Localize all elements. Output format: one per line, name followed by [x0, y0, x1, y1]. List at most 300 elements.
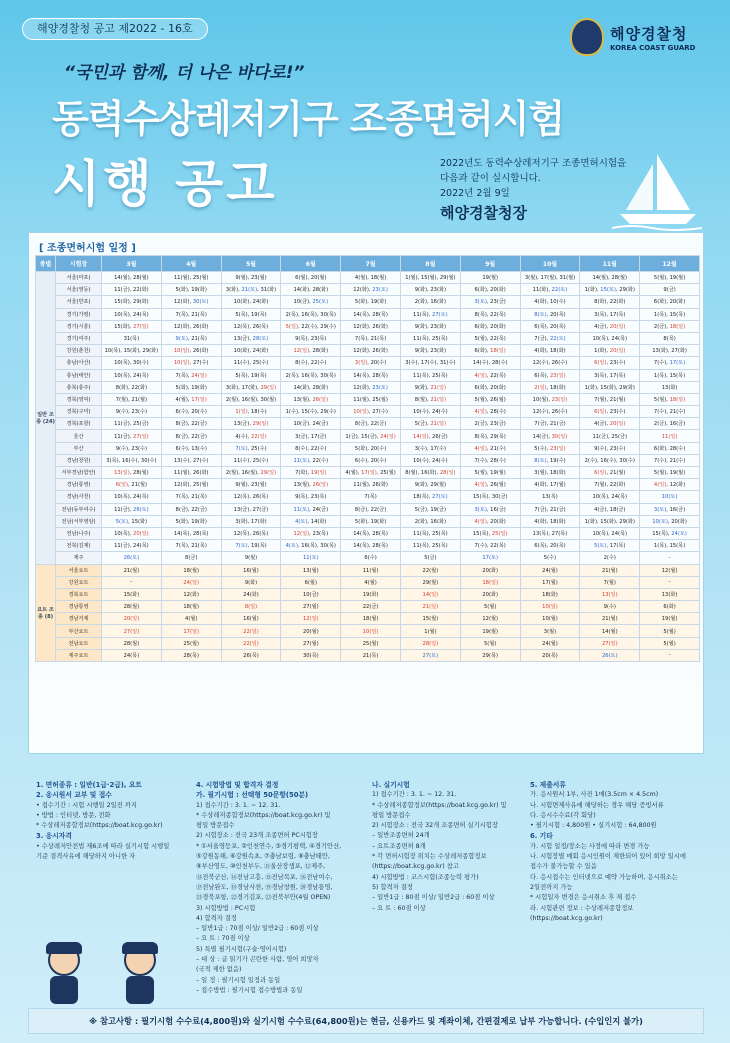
date-cell: 9(수), 23(수): [580, 442, 640, 454]
date-cell: 6(일), 23(수): [580, 406, 640, 418]
date-cell: 8(금), 22(금): [341, 418, 401, 430]
date-cell: 15(화), 29(화): [102, 296, 162, 308]
date-cell: 7(목), 21(목): [341, 332, 401, 344]
date-cell: 11(목), 25(목): [400, 369, 460, 381]
date-cell: 19(월): [460, 625, 520, 637]
date-cell: 12(월): [460, 613, 520, 625]
date-cell: 5(목), 19(목): [221, 369, 281, 381]
date-cell: 18(일): [460, 576, 520, 588]
date-cell: 4(월), 17(일): [161, 393, 221, 405]
date-cell: 27(일): [102, 625, 162, 637]
date-cell: 11(목), 25(목): [400, 540, 460, 552]
date-cell: 11(목), 27(토): [400, 308, 460, 320]
date-cell: 4(일), 12(화): [640, 479, 700, 491]
date-cell: 21(월): [580, 613, 640, 625]
site-cell: 서울(영등): [56, 284, 102, 296]
date-cell: 10(수), 24(수): [400, 454, 460, 466]
info-line: 나. 시험면제사유에 해당하는 경우 해당 증빙서류: [530, 801, 664, 809]
date-cell: 1(화), 15(화), 29(화): [580, 381, 640, 393]
table-row: [36, 479, 700, 491]
date-cell: 4(월): [341, 576, 401, 588]
date-cell: 10(목), 24(목): [102, 369, 162, 381]
date-cell: 8(화), 22(화): [580, 296, 640, 308]
mascot-icon: [114, 944, 166, 1004]
date-cell: 24(일): [161, 576, 221, 588]
info-line: • 접수기간 : 시험 시행일 2일전 까지: [36, 801, 137, 809]
date-cell: 26(토): [102, 552, 162, 564]
site-cell: 경남거제: [56, 613, 102, 625]
date-cell: 11(금), 26(토): [102, 503, 162, 515]
date-cell: 8(금), 22(금): [161, 503, 221, 515]
date-cell: 3(토), 16(금): [460, 503, 520, 515]
date-cell: 3(화), 17(화), 29(일): [221, 381, 281, 393]
date-cell: 9(월): [221, 552, 281, 564]
date-cell: 6(수), 20(수): [161, 406, 221, 418]
date-cell: 2(금), 18(일): [640, 320, 700, 332]
site-cell: 부산: [56, 442, 102, 454]
site-cell: 울산: [56, 430, 102, 442]
info-line: – 요 트 : 70점 이상: [196, 935, 250, 943]
info-line: 5) 특별 필기시험(구술·영어시험): [196, 945, 287, 953]
info-line: 나. 실기시험: [372, 781, 410, 789]
date-cell: 1(월): [400, 625, 460, 637]
date-cell: 1(월), 15(월), 29(월): [400, 272, 460, 284]
logo-english: KOREA COAST GUARD: [610, 43, 696, 52]
date-cell: 29(월): [400, 576, 460, 588]
date-cell: -: [640, 552, 700, 564]
intro-line: 다음과 같이 실시합니다.: [440, 173, 541, 184]
info-line: 1) 접수기간 : 3. 1. ~ 12. 31.: [372, 791, 457, 799]
date-cell: -: [640, 649, 700, 661]
schedule-table: [35, 255, 700, 662]
date-cell: 3(화), 21(토), 31(화): [221, 284, 281, 296]
date-cell: 9(목), 23(목): [281, 332, 341, 344]
month-header: 6월: [281, 256, 341, 272]
table-row: [36, 308, 700, 320]
date-cell: 10(화), 24(화): [221, 296, 281, 308]
date-cell: 11(수), 25(수): [221, 357, 281, 369]
date-cell: 7(화), 19(일): [281, 467, 341, 479]
sailboat-icon: [612, 150, 702, 232]
info-line: 라. 시험관련 정보 : 수상레저종합정보: [530, 904, 634, 912]
date-cell: 7(월), 21(월): [580, 393, 640, 405]
info-line: • 필기시험 : 4,800원 • 실기시험 : 64,800원: [530, 822, 657, 830]
date-cell: 26(토): [580, 649, 640, 661]
date-cell: 12(화), 23(토): [341, 284, 401, 296]
date-cell: 11(월), 26(화): [161, 467, 221, 479]
info-line: (https://boat.kcg.go.kr) 참고: [372, 863, 459, 871]
date-cell: 1(일), 18(수): [221, 406, 281, 418]
date-cell: 26(목): [221, 649, 281, 661]
date-cell: 11(금), 25(금): [580, 430, 640, 442]
date-cell: 3(월), 18(화): [520, 467, 580, 479]
date-cell: 4(수), 22(일): [221, 430, 281, 442]
info-line: 접수가 불가능할 수 있음: [530, 863, 597, 871]
date-cell: 2(금), 16(금): [640, 418, 700, 430]
date-cell: 5(일), 22(수), 29(수): [281, 320, 341, 332]
site-cell: 서울(마포): [56, 272, 102, 284]
date-cell: 5(월), 19(월): [640, 272, 700, 284]
date-cell: 9(월), 23(월): [221, 479, 281, 491]
date-cell: 30(목): [281, 649, 341, 661]
info-line: ⑰전남완도, ⑱경남사천, ⑲경남창원, ⑳경남통영,: [196, 883, 333, 891]
date-cell: 7(수), 22(목): [460, 540, 520, 552]
table-row: [36, 625, 700, 637]
site-cell: 경남(창원): [56, 454, 102, 466]
col-site-header: 시험장: [56, 256, 102, 272]
date-cell: 15(화): [102, 588, 162, 600]
notice-number: 해양경찰청 공고 제2022 - 16호: [22, 18, 208, 40]
poster-header: [0, 0, 730, 232]
table-row: [36, 564, 700, 576]
police-emblem-icon: [570, 18, 604, 56]
info-line: ⑤강원동해, ⑥강원속초, ⑦충남보령, ⑧충남태안,: [196, 853, 330, 861]
date-cell: 14(화), 28(화): [281, 381, 341, 393]
date-cell: 4(금), 20(일): [580, 418, 640, 430]
date-cell: 2(목), 16(목), 30(목): [281, 369, 341, 381]
date-cell: 8(월), 21(일): [400, 393, 460, 405]
date-cell: 7(목), 21(목): [161, 540, 221, 552]
date-cell: 13(목), 27(목): [520, 527, 580, 539]
date-cell: 28(목): [161, 649, 221, 661]
info-col-4: [530, 780, 702, 924]
table-row: [36, 491, 700, 503]
date-cell: 15(목), 30(금): [460, 491, 520, 503]
month-header: 7월: [341, 256, 401, 272]
date-cell: 10(목), 24(목): [102, 308, 162, 320]
info-line: • 수상레저안전법 제6조에 따라 실기시험 시행일: [36, 842, 170, 850]
month-header: 8월: [400, 256, 460, 272]
table-row: [36, 296, 700, 308]
date-cell: 7(수), 21(수): [640, 406, 700, 418]
date-cell: 17(일): [161, 625, 221, 637]
date-cell: 13(화), 27(화): [640, 345, 700, 357]
intro-text: [440, 156, 626, 201]
date-cell: 8(수), 22(수): [281, 357, 341, 369]
date-cell: 10(일), 27(수): [161, 357, 221, 369]
info-line: 2. 응시원서 교부 및 접수: [36, 791, 112, 800]
site-cell: 경북요트: [56, 588, 102, 600]
date-cell: 4(월): [161, 613, 221, 625]
date-cell: 14(월), 28(월): [102, 272, 162, 284]
info-line: (https://boat.kcg.go.kr): [530, 914, 603, 922]
date-cell: 8(수), 22(수): [281, 442, 341, 454]
date-cell: 7(토), 19(목): [221, 540, 281, 552]
date-cell: 18(화): [520, 588, 580, 600]
month-header: 12월: [640, 256, 700, 272]
info-line: – 일반1급 : 70점 이상/ 일반2급 : 60점 이상: [196, 925, 319, 933]
site-cell: 충북(충주): [56, 381, 102, 393]
date-cell: 7(금), 21(금): [520, 418, 580, 430]
date-cell: 11(화), 22(토): [520, 284, 580, 296]
date-cell: 13(월): [281, 564, 341, 576]
date-cell: 20(화): [460, 564, 520, 576]
site-cell: 경남통영: [56, 601, 102, 613]
info-line: 기준 결격사유에 해당하지 아니한 자: [36, 853, 136, 861]
date-cell: 13(목): [520, 491, 580, 503]
site-cell: 서부경남(함안): [56, 467, 102, 479]
title-line-1: 동력수상레저기구 조종면허시험: [52, 97, 565, 141]
date-cell: 20(일): [102, 613, 162, 625]
info-line: 1. 면허종류 : 일반(1급·2급), 요트: [36, 781, 142, 789]
date-cell: 11(월), 26(화): [341, 479, 401, 491]
date-cell: 10(일), 27(수): [341, 406, 401, 418]
date-cell: 8(화), 22(화): [102, 381, 162, 393]
date-cell: 9(화), 23(화): [400, 284, 460, 296]
date-cell: 5(목), 19(목): [221, 308, 281, 320]
date-cell: 10(목), 24(목): [102, 491, 162, 503]
info-line: * 수상레저종합정보(https://boat.kcg.go.kr) 및: [196, 811, 331, 819]
date-cell: 24(월): [520, 564, 580, 576]
date-cell: 21(월): [580, 564, 640, 576]
date-cell: 8(목): [640, 332, 700, 344]
month-header: 4월: [161, 256, 221, 272]
info-line: – 일반1급 : 80점 이상/ 일반2급 : 60점 이상: [372, 894, 495, 902]
date-cell: 5(토), 17(목): [580, 540, 640, 552]
date-cell: 13(수), 27(수): [161, 454, 221, 466]
month-header: 3월: [102, 256, 162, 272]
date-cell: 9(화), 21(일): [400, 381, 460, 393]
date-cell: 24(월): [520, 637, 580, 649]
date-cell: 1(화), 15(토), 29(화): [580, 284, 640, 296]
date-cell: 14(일), 26(금): [400, 430, 460, 442]
date-cell: 1(수), 15(수), 29(수): [281, 406, 341, 418]
date-cell: 6(화), 20(화): [640, 296, 700, 308]
date-cell: 7(금), 22(토): [520, 332, 580, 344]
date-cell: 25(월): [341, 637, 401, 649]
date-cell: 9(수), 23(수): [102, 406, 162, 418]
date-cell: 10(일), 26(화): [161, 345, 221, 357]
date-cell: 9(화), 23(화): [400, 320, 460, 332]
table-row: [36, 515, 700, 527]
date-cell: 8(목), 29(목): [460, 430, 520, 442]
date-cell: 2(수): [580, 552, 640, 564]
date-cell: 12(목), 26(목): [221, 320, 281, 332]
date-cell: 14(수), 28(수): [460, 357, 520, 369]
date-cell: 19(월): [640, 613, 700, 625]
date-cell: 13(금), 28(토): [221, 332, 281, 344]
date-cell: 4(일), 22(목): [460, 369, 520, 381]
site-cell: 서울(반포): [56, 296, 102, 308]
date-cell: 4(화), 18(화): [520, 515, 580, 527]
month-header: 10월: [520, 256, 580, 272]
info-line: * 각 면허시험장 위치는 수상레저종합정보: [372, 853, 487, 861]
date-cell: 2(금), 23(금): [460, 418, 520, 430]
date-cell: 7(토), 25(수): [221, 442, 281, 454]
table-row: [36, 442, 700, 454]
date-cell: 14(목), 28(목): [341, 369, 401, 381]
site-cell: 전남(서부영암): [56, 515, 102, 527]
date-cell: 8(금), 22(금): [161, 418, 221, 430]
date-cell: 1(화), 20(일): [580, 345, 640, 357]
date-cell: 18(월): [161, 601, 221, 613]
site-cell: 경북(구미): [56, 406, 102, 418]
date-cell: 10(금), 24(금): [281, 418, 341, 430]
date-cell: 7(월): [580, 576, 640, 588]
date-cell: 5(월), 22(목): [460, 332, 520, 344]
date-cell: 4(일), 20(화): [460, 515, 520, 527]
date-cell: 3(화), 17(화): [221, 515, 281, 527]
month-header: 9월: [460, 256, 520, 272]
notice-date: 2022년 2월 9일: [440, 188, 510, 199]
date-cell: 9(수): [580, 601, 640, 613]
date-cell: 20(목): [520, 649, 580, 661]
date-cell: 7(목), 21(목): [161, 491, 221, 503]
date-cell: 7(목), 24(일): [161, 369, 221, 381]
info-line: 6. 기타: [530, 832, 553, 841]
info-line: * ①서울영등포, ②인천연수, ③경기평택, ④경기안산,: [196, 842, 342, 850]
date-cell: 5(토), 15(화): [102, 515, 162, 527]
date-cell: 3(수), 17(수): [400, 442, 460, 454]
date-cell: 27(토): [400, 649, 460, 661]
date-cell: 27(월): [281, 601, 341, 613]
info-col-3: [372, 780, 528, 914]
date-cell: 15(목), 24(토): [640, 527, 700, 539]
date-cell: 5(월), 19(월): [640, 467, 700, 479]
date-cell: 20(월): [281, 625, 341, 637]
date-cell: 13(금), 29(일): [221, 418, 281, 430]
info-line: 5. 제출서류: [530, 781, 566, 789]
date-cell: 8(토), 19(수): [520, 454, 580, 466]
site-cell: 경북(포항): [56, 418, 102, 430]
date-cell: 5(월), 19(월): [460, 467, 520, 479]
date-cell: 6(수), 20(수): [341, 454, 401, 466]
date-cell: 11(월): [341, 564, 401, 576]
date-cell: 5(수), 23(일): [520, 442, 580, 454]
info-line: – 요트조종면허 8개: [372, 842, 426, 850]
site-cell: 부산요트: [56, 625, 102, 637]
date-cell: 6(일), 23(수): [580, 357, 640, 369]
date-cell: 6(화), 20(화): [460, 381, 520, 393]
date-cell: -: [102, 576, 162, 588]
date-cell: 6(월), 20(월): [281, 272, 341, 284]
date-cell: 6(화), 20(화): [460, 284, 520, 296]
date-cell: 28(일): [400, 637, 460, 649]
table-row: [36, 601, 700, 613]
date-cell: 6(화): [640, 601, 700, 613]
date-cell: 19(화): [341, 588, 401, 600]
date-cell: 18(월): [341, 613, 401, 625]
site-cell: 전남(나주): [56, 527, 102, 539]
info-line: 가. 필기시험 : 선택형 50문항(50분): [196, 791, 309, 800]
info-line: * 수상레저종합정보(https://boat.kcg.go.kr): [36, 822, 163, 830]
info-line: 4. 시험방법 및 합격자 결정: [196, 781, 279, 789]
table-row: [36, 284, 700, 296]
date-cell: 9(화), 23(화): [400, 345, 460, 357]
date-cell: 10(목), 24(목): [580, 491, 640, 503]
date-cell: 4(금), 20(일): [580, 320, 640, 332]
date-cell: 3(목), 17(목): [580, 369, 640, 381]
date-cell: 10(화), 24(화): [221, 345, 281, 357]
date-cell: 31(목): [102, 332, 162, 344]
date-cell: 2(화), 16(화): [400, 515, 460, 527]
date-cell: 6(일), 21(월): [580, 467, 640, 479]
date-cell: 6(목), 23(일): [520, 369, 580, 381]
date-cell: -: [640, 576, 700, 588]
date-cell: 13(화): [640, 588, 700, 600]
date-cell: 29(목): [460, 649, 520, 661]
table-row: [36, 540, 700, 552]
slogan: “국민과 함께, 더 나은 바다로!”: [64, 63, 305, 83]
date-cell: 8(금): [161, 552, 221, 564]
date-cell: 5(금), 19(금): [400, 503, 460, 515]
date-cell: 5(화), 19(화): [161, 515, 221, 527]
date-cell: 3(일), 20(수): [341, 357, 401, 369]
date-cell: 24(목): [102, 649, 162, 661]
date-cell: 3(토), 23(금): [460, 296, 520, 308]
table-header-row: [36, 256, 700, 272]
date-cell: 2(화), 16(화): [400, 296, 460, 308]
date-cell: 7(수), 28(수): [460, 454, 520, 466]
date-cell: 10(금), 25(토): [281, 296, 341, 308]
site-cell: 경기(여주): [56, 332, 102, 344]
date-cell: 12(화), 26(화): [341, 320, 401, 332]
date-cell: 7(월), 21(월): [102, 393, 162, 405]
date-cell: 18(목), 27(토): [400, 491, 460, 503]
date-cell: 5(수): [520, 552, 580, 564]
mascot-icon: [38, 944, 90, 1004]
info-line: ⑬전북군산, ⑭전남고흥, ⑮전남목포, ⑯전남여수,: [196, 873, 333, 881]
site-cell: 강원(춘천): [56, 345, 102, 357]
date-cell: 10(월): [520, 613, 580, 625]
info-line: – 일반조종면허 24개: [372, 832, 430, 840]
table-row: [36, 345, 700, 357]
date-cell: 11(월), 25(월): [161, 272, 221, 284]
info-line: – 접수방법 : 필기시험 접수방법과 동일: [196, 986, 303, 994]
date-cell: 1(화), 15(화), 29(화): [580, 515, 640, 527]
info-line: 평일 방문접수: [196, 822, 235, 830]
schedule-panel: [28, 232, 704, 754]
date-cell: 2(수), 16(수), 30(수): [580, 454, 640, 466]
info-line: 가. 시험 일정/장소는 사정에 따라 변경 가능: [530, 842, 650, 850]
table-row: [36, 320, 700, 332]
table-row: [36, 418, 700, 430]
date-cell: 6(월): [281, 576, 341, 588]
date-cell: 11(일): [640, 430, 700, 442]
date-cell: 19(월): [460, 272, 520, 284]
date-cell: 12(일), 23(목): [281, 527, 341, 539]
date-cell: 8(토), 20(목): [520, 308, 580, 320]
date-cell: 22(금): [341, 601, 401, 613]
date-cell: 4(일), 21(수): [460, 442, 520, 454]
date-cell: 1(목), 15(목): [640, 308, 700, 320]
date-cell: 14(목), 28(목): [341, 308, 401, 320]
date-cell: 11(월), 25(월): [341, 393, 401, 405]
date-cell: 5(화), 19(화): [341, 515, 401, 527]
date-cell: 5(금), 21(일): [400, 418, 460, 430]
mascot-group: [38, 944, 166, 1004]
date-cell: 14(목), 28(목): [341, 527, 401, 539]
site-cell: 전남요트: [56, 637, 102, 649]
date-cell: 5(월), 18(일): [640, 393, 700, 405]
site-cell: 경기(시흥): [56, 320, 102, 332]
date-cell: 13(금), 27(금): [221, 503, 281, 515]
date-cell: 17(월): [520, 576, 580, 588]
date-cell: 7(금), 21(금): [520, 503, 580, 515]
date-cell: 12(화): [161, 588, 221, 600]
table-row: [36, 332, 700, 344]
table-row: [36, 357, 700, 369]
date-cell: 28(월): [102, 601, 162, 613]
date-cell: 12(일): [281, 613, 341, 625]
date-cell: 7(월), 22(화): [580, 479, 640, 491]
date-cell: 5(월): [640, 625, 700, 637]
date-cell: 13(일), 28(월): [102, 467, 162, 479]
date-cell: 5(월): [460, 601, 520, 613]
date-cell: 2(월), 16(월), 30(월): [221, 393, 281, 405]
date-cell: 17(토): [460, 552, 520, 564]
date-cell: 11(금), 25(금): [102, 418, 162, 430]
